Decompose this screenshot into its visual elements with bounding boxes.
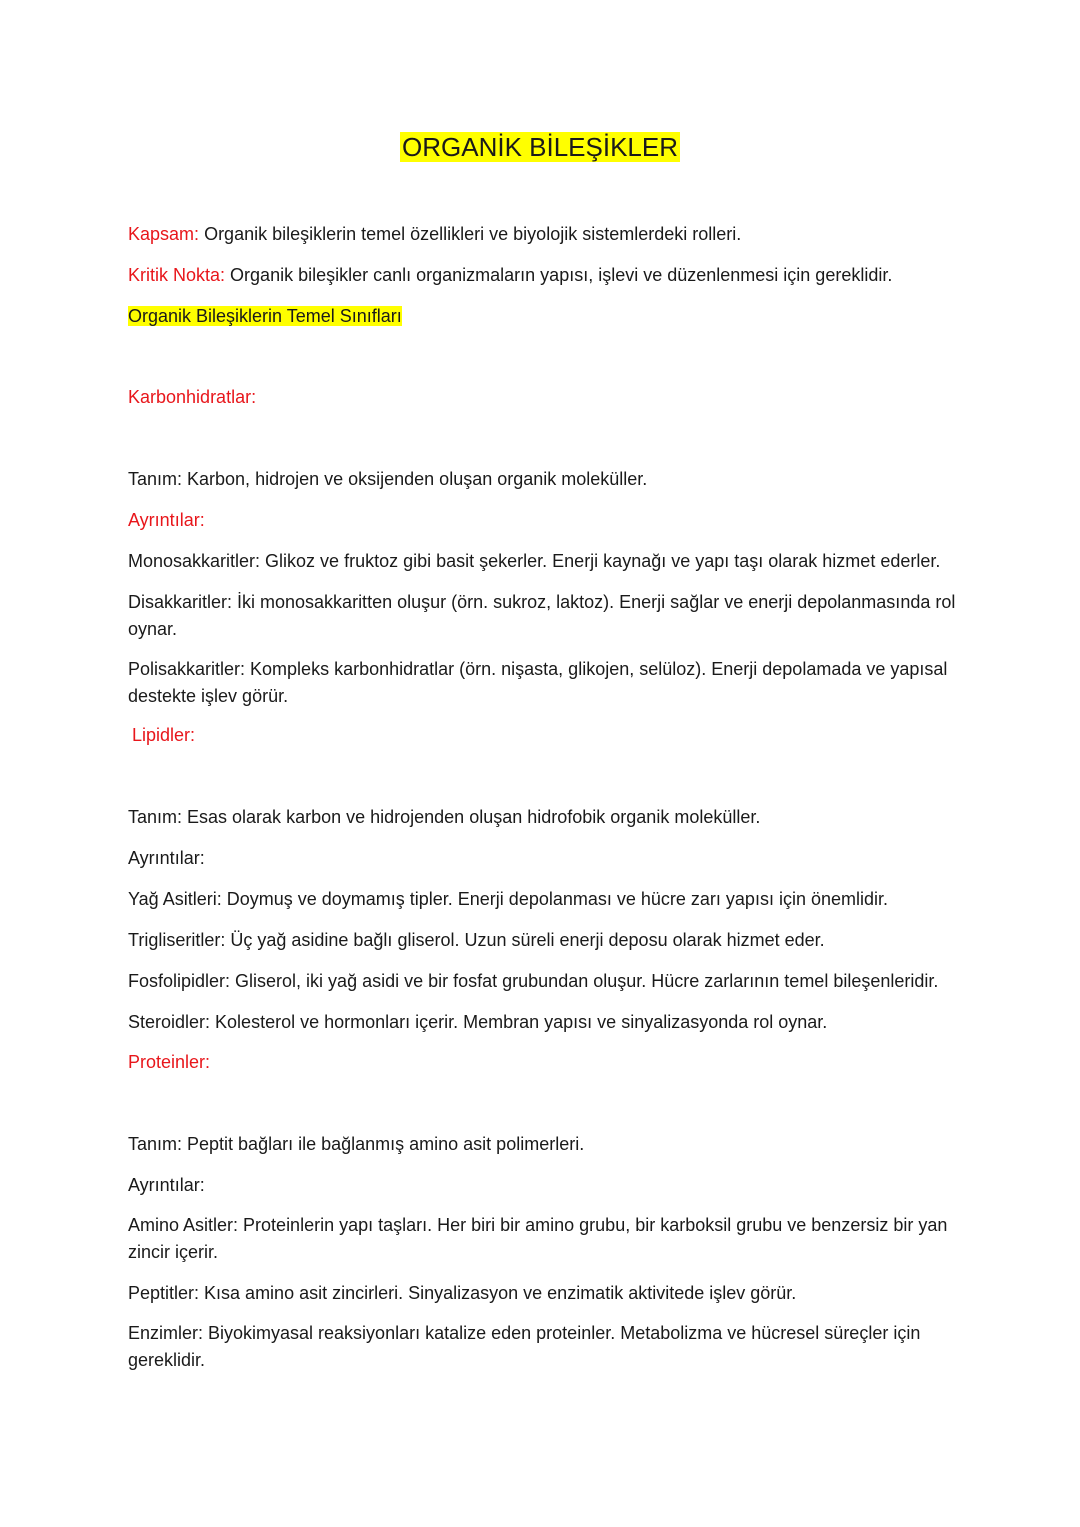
critical-label: Kritik Nokta: [128, 265, 226, 285]
carbs-disaccharides: Disakkaritler: İki monosakkaritten oluşur (örn. sukroz, laktoz). Enerji sağlar ve enerji depolanmasında rol oynar. [128, 592, 956, 639]
proteins-heading: Proteinler: [128, 1052, 211, 1072]
carbs-definition: Tanım: Karbon, hidrojen ve oksijenden oluşan organik moleküller. [128, 469, 648, 489]
proteins-details-label: Ayrıntılar: [128, 1175, 205, 1195]
lipids-fatty-acids: Yağ Asitleri: Doymuş ve doymamış tipler. Enerji depolanması ve hücre zarı yapısı için önemlidir. [128, 889, 888, 909]
carbs-polysaccharides: Polisakkaritler: Kompleks karbonhidratlar (örn. nişasta, glikojen, selüloz). Enerji depolamada ve yapısal destekte işlev görür. [128, 659, 948, 706]
lipids-triglycerides: Trigliseritler: Üç yağ asidine bağlı gliserol. Uzun süreli enerji deposu olarak hizmet eder. [128, 930, 825, 950]
scope-text: Organik bileşiklerin temel özellikleri ve biyolojik sistemlerdeki rolleri. [204, 224, 742, 244]
lipids-definition: Tanım: Esas olarak karbon ve hidrojenden oluşan hidrofobik organik moleküller. [128, 807, 761, 827]
carbs-heading: Karbonhidratlar: [128, 387, 257, 407]
classes-heading-line [128, 303, 958, 330]
page-title [0, 128, 1080, 166]
scope-line [128, 221, 958, 248]
lipids-steroids: Steroidler: Kolesterol ve hormonları içerir. Membran yapısı ve sinyalizasyonda rol oynar. [128, 1012, 828, 1032]
proteins-definition: Tanım: Peptit bağları ile bağlanmış amino asit polimerleri. [128, 1134, 585, 1154]
scope-label: Kapsam: [128, 224, 200, 244]
carbs-details-label: Ayrıntılar: [128, 510, 205, 530]
page-title-text: ORGANİK BİLEŞİKLER [402, 132, 678, 162]
critical-text: Organik bileşikler canlı organizmaların yapısı, işlevi ve düzenlenmesi için gereklidir. [230, 265, 893, 285]
proteins-enzymes: Enzimler: Biyokimyasal reaksiyonları katalize eden proteinler. Metabolizma ve hücresel süreçler için gereklidir. [128, 1323, 921, 1370]
lipids-details-label: Ayrıntılar: [128, 848, 205, 868]
proteins-peptides: Peptitler: Kısa amino asit zincirleri. Sinyalizasyon ve enzimatik aktivitede işlev görür. [128, 1283, 797, 1303]
proteins-amino-acids: Amino Asitler: Proteinlerin yapı taşları. Her biri bir amino grubu, bir karboksil grubu ve benzersiz bir yan zincir içerir. [128, 1215, 948, 1262]
lipids-heading: Lipidler: [132, 725, 196, 745]
carbs-monosaccharides: Monosakkaritler: Glikoz ve fruktoz gibi basit şekerler. Enerji kaynağı ve yapı taşı olarak hizmet ederler. [128, 551, 941, 571]
classes-heading: Organik Bileşiklerin Temel Sınıfları [128, 306, 402, 326]
critical-line [128, 262, 958, 289]
lipids-phospholipids: Fosfolipidler: Gliserol, iki yağ asidi ve bir fosfat grubundan oluşur. Hücre zarlarının temel bileşenleridir. [128, 971, 939, 991]
